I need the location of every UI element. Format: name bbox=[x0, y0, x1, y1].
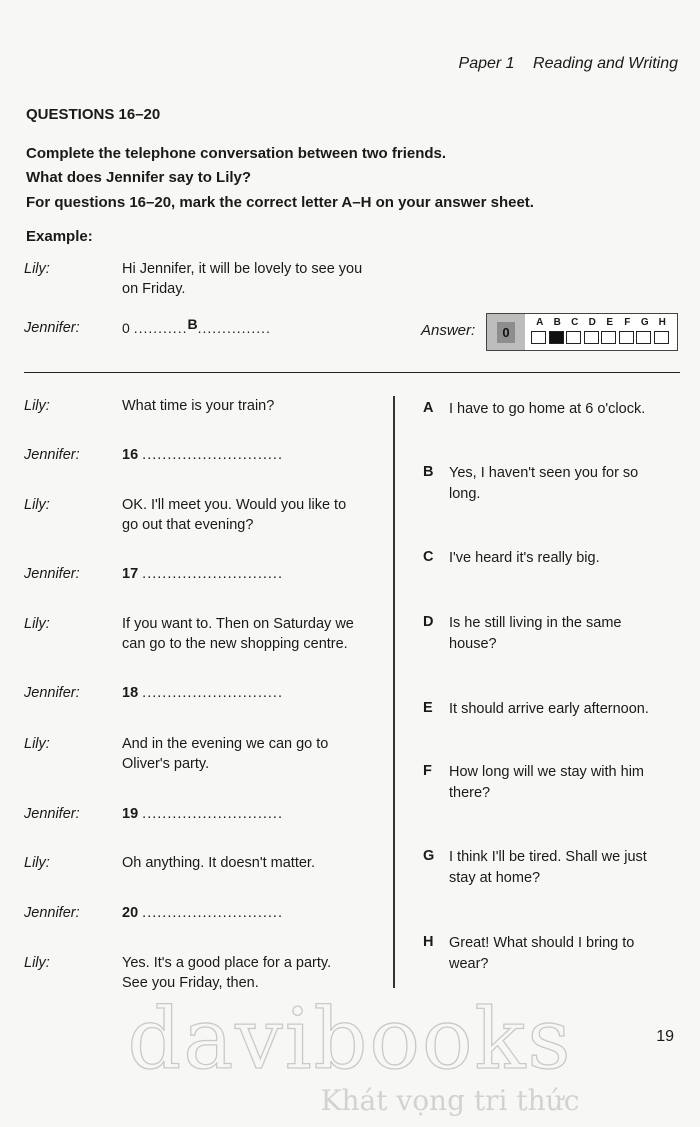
option-text: I have to go home at 6 o'clock. bbox=[449, 401, 646, 417]
answer-bubble[interactable] bbox=[601, 331, 616, 344]
answer-dots: ............... bbox=[197, 320, 271, 336]
option-text: How long will we stay with him there? bbox=[449, 764, 645, 801]
example-answer-line bbox=[122, 318, 392, 338]
option-letter: G bbox=[423, 848, 435, 864]
answer-gap-17[interactable]: 17 ............................ bbox=[122, 566, 283, 582]
speaker-label: Lily: bbox=[24, 497, 50, 513]
example-line: on Friday. bbox=[122, 281, 186, 297]
answer-bubble[interactable] bbox=[531, 331, 546, 344]
answer-bubble[interactable] bbox=[619, 331, 634, 344]
option-letter: B bbox=[423, 464, 434, 480]
watermark-logo: davibooks bbox=[127, 990, 573, 1088]
speaker-label: Lily: bbox=[24, 955, 50, 971]
speaker-label: Jennifer: bbox=[24, 566, 80, 582]
sheet-letter: B bbox=[553, 317, 561, 328]
option-letter: D bbox=[423, 614, 434, 630]
sheet-letter: G bbox=[640, 317, 649, 328]
option-letter: E bbox=[423, 700, 433, 716]
speaker-label: Lily: bbox=[24, 616, 50, 632]
option-letter: F bbox=[423, 763, 432, 779]
page-number: 19 bbox=[656, 1028, 674, 1045]
option-text: Great! What should I bring to wear? bbox=[449, 935, 635, 972]
answer-label: Answer: bbox=[421, 322, 476, 339]
dialogue-line: And in the evening we can go to Oliver's party. bbox=[122, 736, 329, 772]
answer-bubble[interactable] bbox=[566, 331, 581, 344]
option-letter: A bbox=[423, 400, 434, 416]
option-text: I've heard it's really big. bbox=[449, 550, 600, 566]
sheet-letter: A bbox=[536, 317, 544, 328]
sheet-letter: E bbox=[606, 317, 614, 328]
example-line: Hi Jennifer, it will be lovely to see you bbox=[122, 261, 363, 277]
speaker-label: Lily: bbox=[24, 736, 50, 752]
speaker-label: Jennifer: bbox=[24, 806, 80, 822]
example-label: Example: bbox=[26, 228, 93, 245]
answer-gap-19[interactable]: 19 ............................ bbox=[122, 806, 283, 822]
option-text: I think I'll be tired. Shall we just stay at home? bbox=[449, 849, 647, 886]
dialogue-line: If you want to. Then on Saturday we can go to the new shopping centre. bbox=[122, 616, 354, 652]
answer-gap-16[interactable]: 16 ............................ bbox=[122, 447, 283, 463]
answer-bubble-filled[interactable] bbox=[549, 331, 564, 344]
answer-bubble[interactable] bbox=[584, 331, 599, 344]
watermark-tagline: Khát vọng tri thức bbox=[320, 1084, 580, 1117]
section-label: Reading and Writing bbox=[533, 55, 678, 72]
speaker-label: Jennifer: bbox=[24, 320, 80, 336]
question-number: 0 bbox=[122, 320, 130, 336]
answer-gap-20[interactable]: 20 ............................ bbox=[122, 905, 283, 921]
speaker-label: Lily: bbox=[24, 398, 50, 414]
answer-bubble[interactable] bbox=[636, 331, 651, 344]
sheet-letter: C bbox=[571, 317, 579, 328]
option-text: Is he still living in the same house? bbox=[449, 615, 622, 652]
speaker-label: Jennifer: bbox=[24, 905, 80, 921]
answer-gap-18[interactable]: 18 ............................ bbox=[122, 685, 283, 701]
sheet-letter: F bbox=[624, 317, 631, 328]
divider bbox=[24, 372, 680, 373]
option-text: It should arrive early afternoon. bbox=[449, 701, 649, 717]
sheet-letter: H bbox=[658, 317, 666, 328]
example-answer-letter: B bbox=[187, 316, 198, 332]
dialogue-line: What time is your train? bbox=[122, 398, 275, 414]
speaker-label: Lily: bbox=[24, 261, 50, 277]
instruction-3: For questions 16–20, mark the correct letter A–H on your answer sheet. bbox=[26, 194, 534, 211]
option-letter: H bbox=[423, 934, 434, 950]
paper-label: Paper 1 bbox=[458, 55, 515, 72]
dialogue-line: Yes. It's a good place for a party. See you Friday, then. bbox=[122, 955, 332, 991]
option-text: Yes, I haven't seen you for so long. bbox=[449, 465, 639, 502]
answer-sheet-number: 0 bbox=[487, 314, 525, 350]
speaker-label: Jennifer: bbox=[24, 685, 80, 701]
speaker-label: Jennifer: bbox=[24, 447, 80, 463]
answer-sheet-box bbox=[486, 313, 678, 351]
instruction-1: Complete the telephone conversation between two friends. bbox=[26, 145, 447, 162]
page-header bbox=[459, 55, 678, 73]
sheet-letter: D bbox=[588, 317, 596, 328]
column-divider bbox=[393, 396, 395, 988]
dialogue-line: Oh anything. It doesn't matter. bbox=[122, 855, 315, 871]
dialogue-line: OK. I'll meet you. Would you like to go out that evening? bbox=[122, 497, 347, 533]
answer-sheet-boxes bbox=[531, 331, 671, 344]
answer-sheet-letters bbox=[531, 317, 671, 328]
instruction-2: What does Jennifer say to Lily? bbox=[26, 169, 252, 186]
example-text bbox=[122, 259, 392, 299]
answer-dots: ........... bbox=[133, 320, 188, 336]
option-letter: C bbox=[423, 549, 434, 565]
questions-title: QUESTIONS 16–20 bbox=[26, 106, 161, 123]
speaker-label: Lily: bbox=[24, 855, 50, 871]
answer-bubble[interactable] bbox=[654, 331, 669, 344]
